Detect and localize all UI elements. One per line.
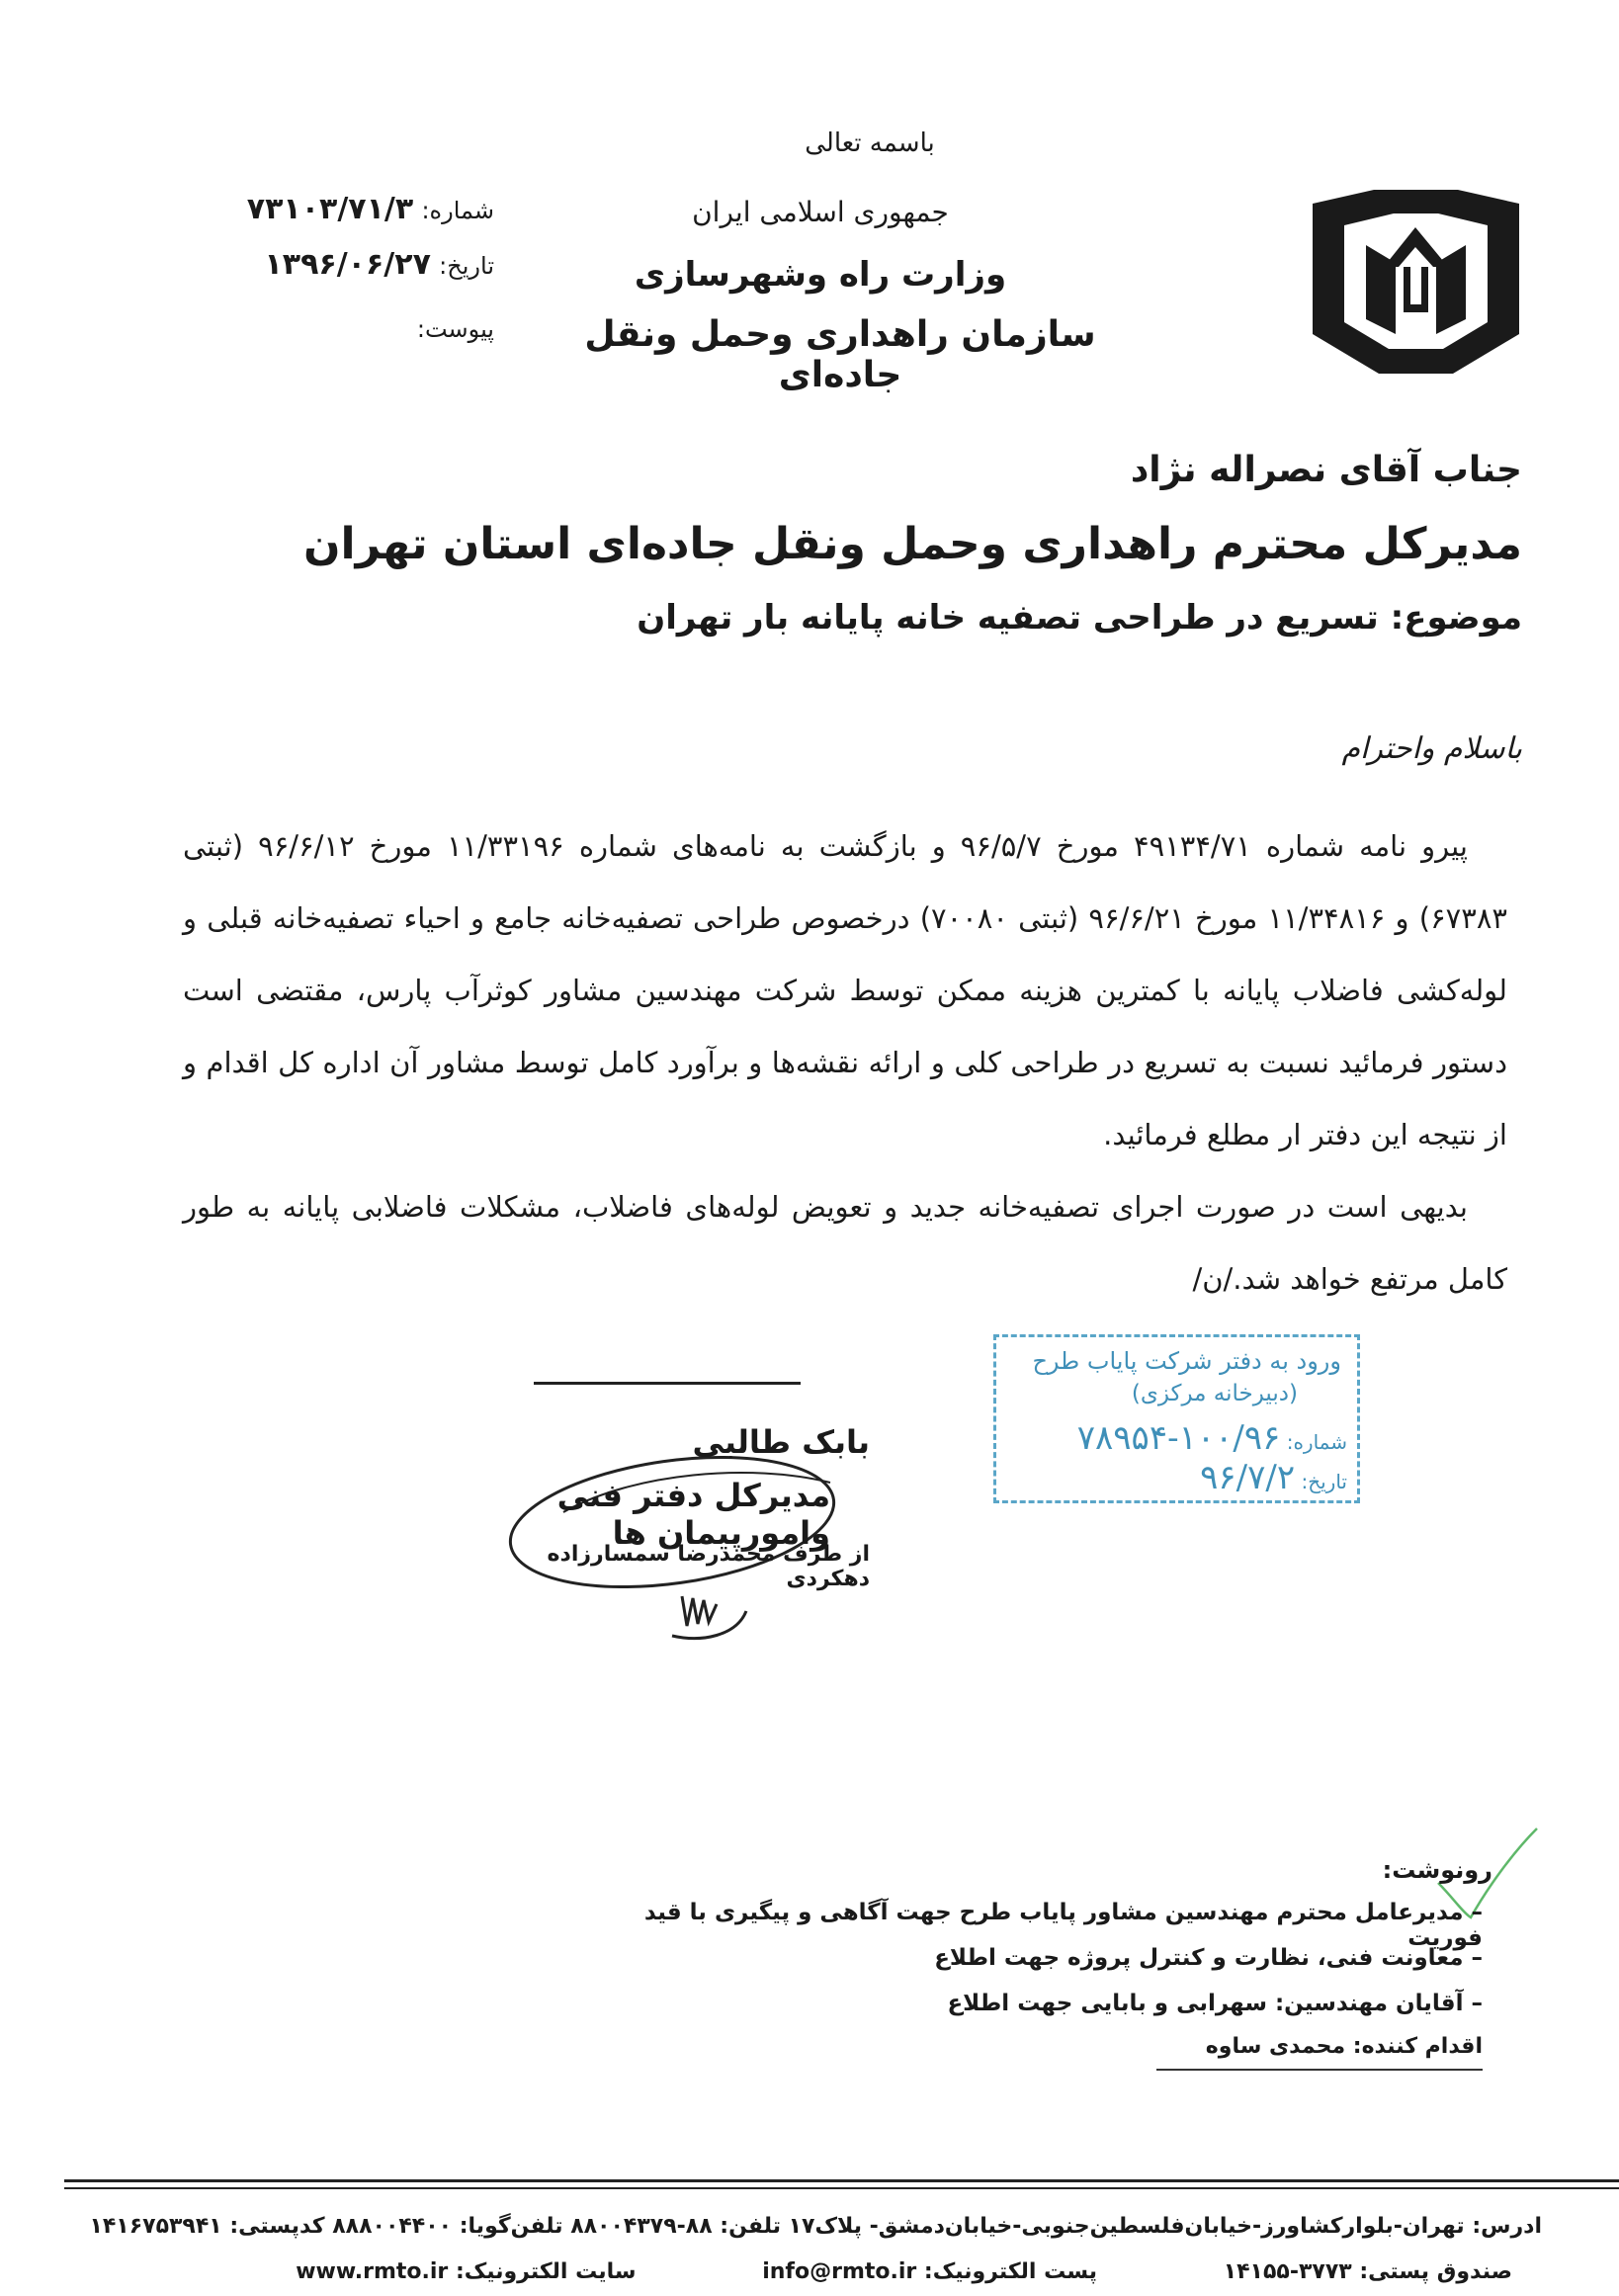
cc-item: – آقایان مهندسین: سهرابی و بابایی جهت اطلاع: [947, 1991, 1483, 2016]
cc-item-text: مدیرعامل محترم مهندسین مشاور پایاب طرح جهت آگاهی و پیگیری با قید فوریت: [643, 1900, 1483, 1951]
footer-rule: [64, 2187, 1619, 2189]
stamp-number-value: ۱۰۰/۹۶-۷۸۹۵۴: [1076, 1418, 1281, 1458]
stamp-number-label: شماره:: [1286, 1430, 1347, 1454]
footer-rule: [64, 2179, 1619, 2182]
stamp-date-value: ۹۶/۷/۲: [1200, 1458, 1296, 1497]
letter-number-label: شماره:: [421, 197, 494, 224]
stamp-date-label: تاریخ:: [1301, 1470, 1347, 1493]
footer-pobox: صندوق پستی: ۳۷۷۳-۱۴۱۵۵: [1223, 2259, 1512, 2284]
body-paragraph-1: پیرو نامه شماره ۴۹۱۳۴/۷۱ مورخ ۹۶/۵/۷ و بازگشت به نامه‌های شماره ۱۱/۳۳۱۹۶ مورخ ۹۶/۶/۱۲ (ثبتی ۶۷۳۸۳) و ۱۱/۳۴۸۱۶ مورخ ۹۶/۶/۲۱ (ثبتی ۷۰۰۸۰) درخصوص طراحی تصفیه‌خانه جامع و احیاء تصفیه‌خانه قبلی و لوله‌کشی فاضلاب پایانه با کمترین هزینه ممکن توسط شرکت مهندسین مشاور کوثرآب پارس، مقتضی است دستور فرمائید نسبت به تسریع در طراحی کلی و ارائه نقشه‌ها و برآورد کامل توسط مشاور آن اداره کل اقدام و از نتیجه این دفتر ار مطلع فرمائید.: [183, 829, 1507, 1151]
stamp-line-2: (دبیرخانه مرکزی): [1131, 1381, 1298, 1406]
signatory-on-behalf: از طرف محمدرضا سمسارزاده دهکردی: [547, 1542, 870, 1591]
invocation: باسمه تعالی: [805, 128, 935, 158]
signature-line: [534, 1382, 801, 1385]
action-underline: [1156, 2069, 1483, 2071]
cc-item: – معاونت فنی، نظارت و کنترل پروژه جهت اطلاع: [934, 1945, 1483, 1971]
cc-item: – مدیرعامل محترم مهندسین مشاور پایاب طرح جهت آگاهی و پیگیری با قید فوریت: [643, 1900, 1483, 1951]
rmto-logo-icon: [1305, 186, 1527, 379]
ministry-name: وزارت راه وشهرسازی: [634, 255, 1007, 295]
footer-contacts: [277, 2259, 1512, 2284]
body-paragraph-2: بدیهی است در صورت اجرای تصفیه‌خانه جدید و تعویض لوله‌های فاضلاب، مشکلات فاضلابی پایانه به طور کامل مرتفع خواهد شد./ن/: [183, 1190, 1507, 1296]
footer-email: پست الکترونیک: info@rmto.ir: [762, 2259, 1098, 2284]
letter-number: [208, 192, 494, 226]
cc-item-text: معاونت فنی، نظارت و کنترل پروژه جهت اطلاع: [934, 1945, 1464, 1971]
cc-item-text: آقایان مهندسین: سهرابی و بابایی جهت اطلاع: [947, 1991, 1464, 2016]
footer-website: سایت الکترونیک: www.rmto.ir: [296, 2259, 637, 2284]
organization-name: سازمان راهداری وحمل ونقل جاده‌ای: [584, 314, 1096, 395]
letter-attachment-label: پیوست:: [416, 315, 494, 343]
stamp-date: [1200, 1458, 1347, 1497]
letter-number-value: ۷۳۱۰۳/۷۱/۳: [246, 192, 414, 226]
footer-address: ادرس: تهران-بلوارکشاورز-خیابان‌فلسطین‌جنوبی-خیابان‌دمشق- پلاک۱۷ تلفن: ۸۸-۸۸۰۰۴۳۷۹ تلفن‌گویا: ۸۸۸۰۰۴۴۰۰ کدپستی: ۱۴۱۶۷۵۳۹۴۱: [89, 2214, 1542, 2239]
letter-date: [208, 247, 494, 282]
letter-attachment: [208, 314, 494, 344]
letter-date-label: تاریخ:: [439, 252, 494, 280]
signatory-name: بابک طالبی: [692, 1423, 870, 1461]
letter-body: [183, 810, 1507, 1316]
republic-name: جمهوری اسلامی ایران: [692, 196, 949, 228]
letter-date-value: ۱۳۹۶/۰۶/۲۷: [264, 247, 431, 282]
greeting: باسلام واحترام: [1341, 731, 1522, 766]
letter-subject: موضوع: تسریع در طراحی تصفیه خانه پایانه بار تهران: [637, 598, 1522, 638]
addressee-name: جناب آقای نصراله نژاد: [1130, 450, 1522, 490]
stamp-line-1: ورود به دفتر شرکت پایاب طرح: [1032, 1347, 1341, 1375]
receipt-stamp: [993, 1334, 1360, 1503]
cc-title: رونوشت:: [1382, 1856, 1492, 1884]
stamp-number: [1077, 1418, 1347, 1458]
signatory-title: مدیرکل دفتر فنی وامورپیمان ها: [556, 1477, 830, 1552]
addressee-position: مدیرکل محترم راهداری وحمل ونقل جاده‌ای استان تهران: [302, 519, 1522, 569]
action-officer: اقدام کننده: محمدی ساوه: [1205, 2034, 1483, 2059]
